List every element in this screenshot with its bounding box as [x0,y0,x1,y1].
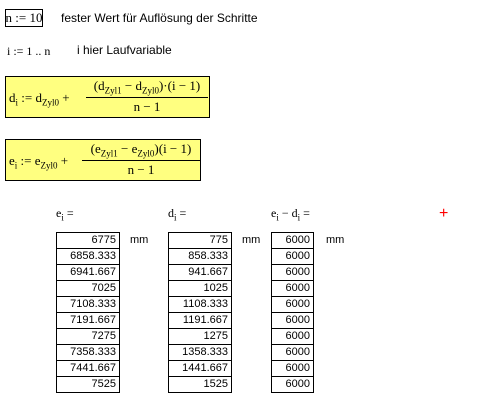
table-row [169,377,232,393]
table-row [57,265,120,281]
table-cell[interactable]: 1108.333 [169,297,232,313]
table-row [272,377,314,393]
table-row [57,297,120,313]
table-row [57,377,120,393]
table-cell[interactable]: 7108.333 [57,297,120,313]
table-cell[interactable]: 775 [169,233,232,249]
table-row [169,249,232,265]
e-num-a: e [94,141,101,156]
table-cell[interactable]: 6000 [272,233,314,249]
d-num-b: d [135,78,142,93]
d-prefix-var: d [35,90,42,105]
crosshair-plus-icon: + [439,205,449,222]
d-values-table[interactable] [168,232,232,393]
e-header-sub: i [61,212,64,223]
formula-d-denominator: n − 1 [133,98,161,114]
table-row [57,281,120,297]
table-cell[interactable]: 6000 [272,297,314,313]
e-sub: i [14,160,18,171]
table-cell[interactable]: 1191.667 [169,313,232,329]
fraction-bar [82,160,200,161]
e-factor: (i − 1) [158,141,192,156]
table-cell[interactable]: 7191.667 [57,313,120,329]
table-row [272,329,314,345]
e-num-b: e [131,141,138,156]
table-row [57,361,120,377]
table-row [57,249,120,265]
d-table-header[interactable] [168,206,186,222]
formula-d-fraction [86,78,208,115]
e-table-header[interactable] [56,206,74,222]
table-cell[interactable]: 1358.333 [169,345,232,361]
diff-header-eq: = [300,206,310,220]
diff-unit: mm [326,234,345,246]
d-unit: mm [242,234,261,246]
table-cell[interactable]: 6000 [272,361,314,377]
e-unit: mm [130,234,149,246]
d-header-sub: i [174,212,177,223]
n-definition[interactable] [5,9,43,27]
table-cell[interactable]: 941.667 [169,265,232,281]
table-cell[interactable]: 7275 [57,329,120,345]
d-header-var: d [168,206,174,220]
formula-d-lhs: $d_i$ := $d_{Zyl0}$ + [9,90,70,108]
formula-d-numerator: $(d_{Zyl1} - d_{Zyl0})\cdot(i - 1)$ [93,78,201,96]
e-prefix-sub: Zyl0 [40,160,58,171]
diff-header-e: e [271,206,277,220]
table-cell[interactable]: 6000 [272,281,314,297]
table-cell[interactable]: 6000 [272,249,314,265]
d-num-b-sub: Zyl0 [141,85,159,96]
table-row [57,233,120,249]
diff-table-header[interactable] [271,206,310,222]
table-cell[interactable]: 6941.667 [57,265,120,281]
table-cell[interactable]: 6000 [272,345,314,361]
d-factor: (i − 1) [167,78,201,93]
table-cell[interactable]: 7358.333 [57,345,120,361]
formula-e-region[interactable] [5,139,201,181]
i-comment[interactable]: i hier Laufvariable [77,43,172,57]
table-row [57,329,120,345]
table-cell[interactable]: 6000 [272,329,314,345]
formula-e-fraction [82,141,200,178]
e-values-table[interactable] [56,232,120,393]
e-num-b-sub: Zyl0 [137,148,155,159]
table-row [169,233,232,249]
diff-header-minus: − d [278,206,298,220]
table-row [57,345,120,361]
fraction-bar [86,97,208,98]
table-row [169,313,232,329]
table-cell[interactable]: 858.333 [169,249,232,265]
d-num-a: d [98,78,105,93]
e-num-a-sub: Zyl1 [100,148,118,159]
table-cell[interactable]: 1525 [169,377,232,393]
table-cell[interactable]: 6858.333 [57,249,120,265]
table-row [272,249,314,265]
table-cell[interactable]: 1025 [169,281,232,297]
e-var: e [9,153,15,168]
table-row [169,281,232,297]
d-var: d [9,90,16,105]
table-row [272,313,314,329]
table-row [272,297,314,313]
diff-values-table[interactable] [271,232,314,393]
table-cell[interactable]: 7525 [57,377,120,393]
table-cell[interactable]: 7025 [57,281,120,297]
e-header-eq: = [66,206,74,220]
e-prefix-var: e [34,153,41,168]
table-cell[interactable]: 6000 [272,265,314,281]
n-lhs: n [5,10,13,25]
d-header-eq: = [179,206,187,220]
table-row [272,233,314,249]
diff-header-sub2: i [297,212,301,223]
table-row [169,345,232,361]
table-row [169,361,232,377]
n-value: 10 [29,10,43,25]
d-num-a-sub: Zyl1 [104,85,122,96]
formula-e-denominator: n − 1 [127,161,155,177]
table-row [272,265,314,281]
n-comment[interactable]: fester Wert für Auflösung der Schritte [61,11,258,25]
table-cell[interactable]: 1275 [169,329,232,345]
table-cell[interactable]: 6000 [272,313,314,329]
d-sub: i [15,97,19,108]
table-cell[interactable]: 6775 [57,233,120,249]
table-cell[interactable]: 7441.667 [57,361,120,377]
n-assign: := [15,10,27,25]
formula-e-lhs: $e_i$ := $e_{Zyl0}$ + [9,153,69,171]
formula-e-numerator: $(e_{Zyl1} - e_{Zyl0})(i - 1)$ [90,141,192,159]
table-row [272,361,314,377]
table-row [272,281,314,297]
table-row [169,329,232,345]
table-row [272,345,314,361]
table-row [169,297,232,313]
diff-header-sub1: i [276,212,279,223]
e-header-var: e [56,206,62,220]
formula-d-region[interactable] [5,76,210,118]
i-definition[interactable]: i := 1 .. n [7,44,51,58]
table-row [169,265,232,281]
table-cell[interactable]: 6000 [272,377,314,393]
d-prefix-sub: Zyl0 [41,97,59,108]
table-row [57,313,120,329]
table-cell[interactable]: 1441.667 [169,361,232,377]
